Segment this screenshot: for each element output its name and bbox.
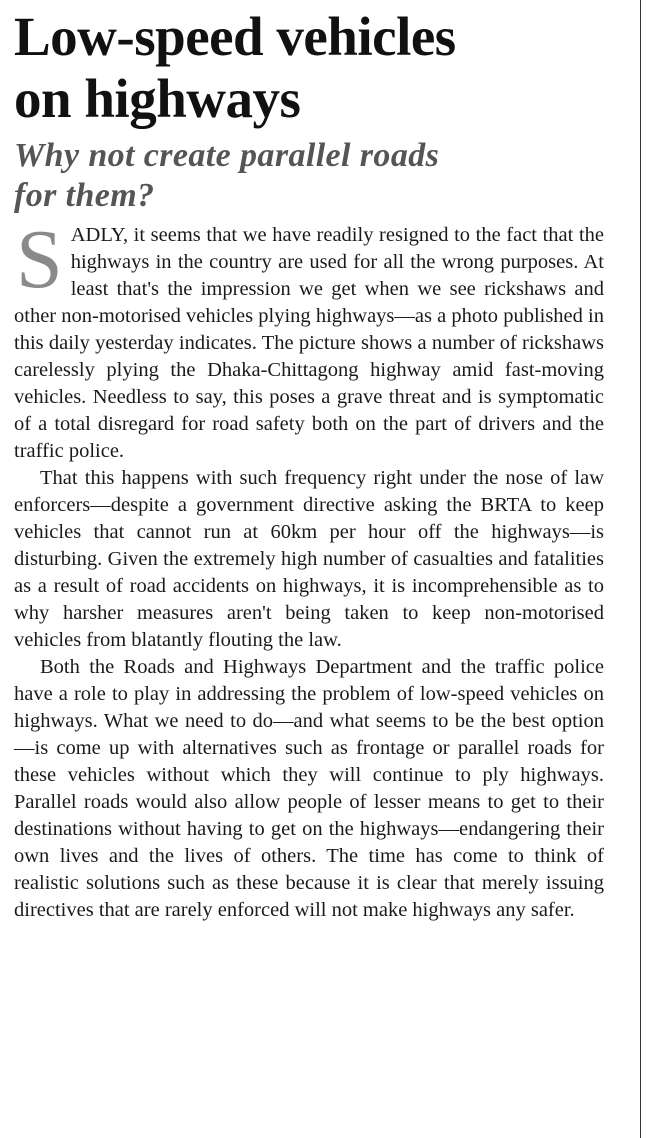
paragraph-1 — [14, 213, 604, 465]
paragraph-3: Both the Roads and Highways Department and the traffic police have a role to play in addressing the problem of low-speed vehicles on highways. What we need to do—and what seems to be the best option—is come up with alternatives such as frontage or parallel roads for these vehicles without which they will continue to ply highways. Parallel roads would also allow people of lesser means to get to their destinations without having to get on the highways—endangering their own lives and the lives of others. The time has come to think of realistic solutions such as these because it is clear that merely issuing directives that are rarely enforced will not make highways any safer. — [14, 656, 604, 921]
article-body — [14, 213, 604, 924]
column-rule — [640, 0, 641, 1138]
subheadline-line-2: for them? — [14, 177, 155, 214]
headline-line-2: on highways — [14, 68, 301, 129]
paragraph-2: That this happens with such frequency right under the nose of law enforcers—despite a government directive asking the BRTA to keep vehicles that cannot run at 60km per hour off the highways—is disturbing. Given the extremely high number of casualties and fatalities as a result of road accidents on highways, it is incomprehensible as to why harsher measures aren't being taken to keep non-motorised vehicles from blatantly flouting the law. — [14, 467, 604, 651]
subheadline-line-1: Why not create parallel roads — [14, 137, 440, 174]
subheadline — [14, 136, 604, 216]
drop-cap: S — [16, 213, 63, 306]
editorial-article — [14, 6, 604, 924]
paragraph-1-text: ADLY, it seems that we have readily resigned to the fact that the highways in the country are used for all the wrong purposes. At least that's the impression we get when we see rickshaws and other non-motorised vehicles plying highways—as a photo published in this daily yesterday indicates. The picture shows a number of rickshaws carelessly plying the Dhaka-Chittagong highway amid fast-moving vehicles. Needless to say, this poses a grave threat and is symptomatic of a total disregard for road safety both on the part of drivers and the traffic police. — [14, 224, 604, 462]
headline — [14, 6, 604, 130]
headline-line-1: Low-speed vehicles — [14, 6, 456, 67]
